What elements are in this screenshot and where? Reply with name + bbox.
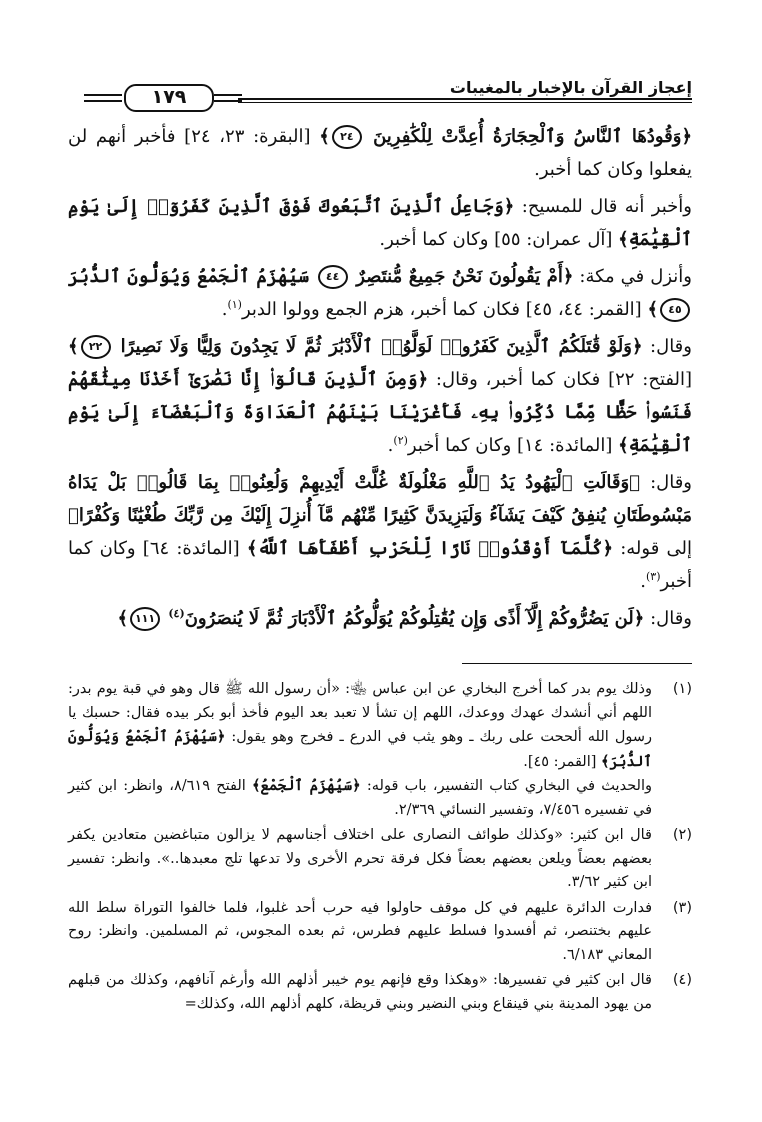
footnote-body: فدارت الدائرة عليهم في كل موقف حاولوا فيه حرب أحد غلبوا، فلما خالفوا التوراة سلط الله عليهم بختنصر، ثم أفسدوا فسلط عليهم فطرس، ثم بعده المجوس، ثم المسلمين. وانظر: روح المعاني ٦/١٨٣. bbox=[68, 899, 652, 963]
body-text: وقال: bbox=[650, 472, 692, 493]
quran-text: وَقَالَتِ ٱلْيَهُودُ يَدُ ٱللَّهِ مَغْلُولَةٌ غُلَّتْ أَيْدِيهِمْ وَلُعِنُوا۟ بِمَا قَالُوا۟ بَلْ يَدَاهُ مَبْسُوطَتَانِ يُنفِقُ كَيْفَ يَشَآءُ وَلَيَزِيدَنَّ كَثِيرًا مِّنْهُم مَّآ أُنزِلَ إِلَيْكَ مِن رَّبِّكَ طُغْيَٰنًا وَكُفْرًا bbox=[68, 472, 692, 526]
footnote-4 bbox=[68, 969, 692, 1016]
quran-verse: ﴿وَلَوْ قَٰتَلَكُمُ ٱلَّذِينَ كَفَرُوا۟ لَوَلَّوُا۟ ٱلْأَدْبَٰرَ ثُمَّ لَا يَجِدُونَ وَلِيًّا وَلَا نَصِيرًا ٢٢﴾ bbox=[68, 336, 643, 357]
quran-text: سَيُهْزَمُ ٱلْجَمْعُ وَيُوَلُّونَ ٱلدُّبُرَ bbox=[68, 728, 652, 770]
footnote-3 bbox=[68, 897, 692, 968]
footnote-ref[interactable]: (٤) bbox=[168, 607, 185, 620]
ayah-number: ١١١ bbox=[130, 607, 160, 631]
body-text: وأخبر أنه قال للمسيح: bbox=[521, 196, 692, 217]
footnote-paragraph bbox=[68, 678, 652, 774]
quran-text: وَقُودُهَا ٱلنَّاسُ وَٱلْحِجَارَةُ أُعِدَّتْ لِلْكَٰفِرِينَ bbox=[373, 126, 682, 147]
body-text: إلى قوله: bbox=[620, 538, 692, 559]
paragraph-1 bbox=[68, 120, 692, 186]
quran-verse: ﴿وَقَالَتِ ٱلْيَهُودُ يَدُ ٱللَّهِ مَغْلُولَةٌ غُلَّتْ أَيْدِيهِمْ وَلُعِنُوا۟ بِمَا قَالُوا۟ بَلْ يَدَاهُ مَبْسُوطَتَانِ يُنفِقُ كَيْفَ يَشَآءُ وَلَيَزِيدَنَّ كَثِيرًا مِّنْهُم مَّآ أُنزِلَ إِلَيْكَ مِن رَّبِّكَ طُغْيَٰنًا وَكُفْرًا﴾ bbox=[68, 472, 692, 526]
quran-text: سَيُهْزَمُ ٱلْجَمْعُ وَيُوَلُّونَ ٱلدُّبُرَ bbox=[68, 266, 310, 287]
footnote-1 bbox=[68, 678, 692, 822]
quran-text: سَيُهْزَمُ ٱلْجَمْعُ bbox=[260, 777, 353, 794]
footnote-divider bbox=[462, 663, 692, 664]
footnote-body: قال ابن كثير في تفسيرها: «وهكذا وقع فإنهم يوم خيبر أذلهم الله وأرغم آنافهم، وكذلك من قبلهم من يهود المدينة بني قينقاع وبني النضير وبني قريظة، كلهم أذلهم الله، وكذلك= bbox=[68, 972, 652, 1012]
ornament-lines-right bbox=[214, 94, 242, 102]
quran-text: لَن يَضُرُّوكُمْ إِلَّآ أَذًى وَإِن يُقَٰتِلُوكُمْ يُوَلُّوكُمُ ٱلْأَدْبَارَ ثُمَّ لَا يُنصَرُونَ bbox=[184, 608, 634, 629]
footnote-text: والحديث في البخاري كتاب التفسير، باب قوله: bbox=[366, 778, 652, 794]
body-text: [المائدة: ١٤] وكان كما أخبر bbox=[407, 435, 613, 456]
body-text: [آل عمران: ٥٥] وكان كما أخبر. bbox=[379, 229, 613, 250]
quran-verse: ﴿وَقُودُهَا ٱلنَّاسُ وَٱلْحِجَارَةُ أُعِدَّتْ لِلْكَٰفِرِينَ ٢٤﴾ bbox=[319, 126, 692, 147]
paragraph-5: وقال: ﴿وَقَالَتِ ٱلْيَهُودُ يَدُ ٱللَّهِ مَغْلُولَةٌ غُلَّتْ أَيْدِيهِمْ وَلُعِنُوا۟ بِمَا قَالُوا۟ بَلْ يَدَاهُ مَبْسُوطَتَانِ يُنفِقُ كَيْفَ يَشَآءُ وَلَيَزِيدَنَّ كَثِيرًا مِّنْهُم مَّآ أُنزِلَ إِلَيْكَ مِن رَّبِّكَ طُغْيَٰنًا وَكُفْرًا﴾ إلى قوله: ﴿كُلَّمَآ أَوْقَدُوا۟ نَارًا لِّلْحَرْبِ أَطْفَأَهَا ٱللَّهُ﴾ [المائدة: ٦٤] وكان كما أخبر$^{(٣)}$. bbox=[68, 472, 692, 592]
quran-text: كُلَّمَآ أَوْقَدُوا۟ نَارًا لِّلْحَرْبِ أَطْفَأَهَا ٱللَّهُ bbox=[257, 538, 603, 559]
footnote-ref[interactable]: (٣) bbox=[645, 570, 661, 583]
quran-text: وَمِنَ ٱلَّذِينَ قَالُوٓا۟ إِنَّا نَصَٰرَىٰٓ أَخَذْنَا مِيثَٰقَهُمْ فَنَسُوا۟ حَظًّا مِّمَّا ذُكِّرُوا۟ بِهِۦ فَأَغْرَيْنَا بَيْنَهُمُ ٱلْعَدَاوَةَ وَٱلْبَغْضَآءَ إِلَىٰ يَوْمِ ٱلْقِيَٰمَةِ bbox=[68, 369, 692, 456]
body-text: [البقرة: ٢٣، ٢٤] فأخبر أنهم لن يفعلوا وكان كما أخبر. bbox=[68, 126, 692, 180]
quran-text: أَمْ يَقُولُونَ نَحْنُ جَمِيعٌ مُّنتَصِرٌ bbox=[356, 266, 563, 287]
quran-text: وَجَاعِلُ ٱلَّذِينَ ٱتَّبَعُوكَ فَوْقَ ٱلَّذِينَ كَفَرُوٓا۟ إِلَىٰ يَوْمِ ٱلْقِيَٰمَةِ bbox=[68, 196, 692, 250]
quran-text: وَلَوْ قَٰتَلَكُمُ ٱلَّذِينَ كَفَرُوا۟ لَوَلَّوُا۟ ٱلْأَدْبَٰرَ ثُمَّ لَا يَجِدُونَ وَلِيًّا وَلَا نَصِيرًا bbox=[120, 336, 632, 357]
body-text: وقال: bbox=[650, 608, 692, 629]
quran-verse: ﴿أَمْ يَقُولُونَ نَحْنُ جَمِيعٌ مُّنتَصِرٌ ٤٤ سَيُهْزَمُ ٱلْجَمْعُ وَيُوَلُّونَ ٱلدُّبُرَ ٤٥﴾ bbox=[68, 266, 692, 320]
body-text: [الفتح: ٢٢] فكان كما أخبر، وقال: bbox=[435, 369, 692, 390]
ayah-number: ٢٢ bbox=[81, 335, 111, 359]
quran-verse: ﴿وَجَاعِلُ ٱلَّذِينَ ٱتَّبَعُوكَ فَوْقَ ٱلَّذِينَ كَفَرُوٓا۟ إِلَىٰ يَوْمِ ٱلْقِيَٰمَةِ﴾ bbox=[68, 196, 692, 250]
header-title: إعجاز القرآن بالإخبار بالمغيبات bbox=[449, 78, 692, 97]
footnote-body: قال ابن كثير: «وكذلك طوائف النصارى على اختلاف أجناسهم لا يزالون متباغضين متعادين يكفر بعضهم بعضاً ويلعن بعضهم بعضاً فكل فرقة تحرم الأخرى ولا تدعها تلج معبدها..». وانظر: تفسير ابن كثير ٣/٦٢. bbox=[68, 827, 652, 890]
footnote-number: (٢) bbox=[672, 827, 692, 843]
paragraph-2 bbox=[68, 190, 692, 256]
quran-verse: ﴿وَمِنَ ٱلَّذِينَ قَالُوٓا۟ إِنَّا نَصَٰرَىٰٓ أَخَذْنَا مِيثَٰقَهُمْ فَنَسُوا۟ حَظًّا مِّمَّا ذُكِّرُوا۟ بِهِۦ فَأَغْرَيْنَا بَيْنَهُمُ ٱلْعَدَاوَةَ وَٱلْبَغْضَآءَ إِلَىٰ يَوْمِ ٱلْقِيَٰمَةِ﴾ bbox=[68, 369, 692, 456]
footnote-number: (١) bbox=[672, 681, 692, 697]
footnote-ref[interactable]: (١) bbox=[227, 298, 242, 311]
running-header bbox=[78, 72, 692, 112]
paragraph-3: وأنزل في مكة: ﴿أَمْ يَقُولُونَ نَحْنُ جَمِيعٌ مُّنتَصِرٌ ٤٤ سَيُهْزَمُ ٱلْجَمْعُ وَيُوَلُّونَ ٱلدُّبُرَ ٤٥﴾ [القمر: ٤٤، ٤٥] فكان كما أخبر، هزم الجمع وولوا الدبر$^{(١)}$. bbox=[68, 266, 692, 320]
footnote-number: (٤) bbox=[672, 972, 692, 988]
body-text: [المائدة: ٦٤] وكان كما أخبر bbox=[68, 538, 692, 592]
page-number: ١٧٩ bbox=[124, 84, 214, 112]
body-text: وأنزل في مكة: bbox=[579, 266, 692, 287]
footnote-number: (٣) bbox=[672, 899, 692, 916]
body-text: [القمر: ٤٤، ٤٥] فكان كما أخبر، هزم الجمع وولوا الدبر bbox=[241, 299, 642, 320]
paragraph-4: وقال: ﴿وَلَوْ قَٰتَلَكُمُ ٱلَّذِينَ كَفَرُوا۟ لَوَلَّوُا۟ ٱلْأَدْبَٰرَ ثُمَّ لَا يَجِدُونَ وَلِيًّا وَلَا نَصِيرًا ٢٢﴾ [الفتح: ٢٢] فكان كما أخبر، وقال: ﴿وَمِنَ ٱلَّذِينَ قَالُوٓا۟ إِنَّا نَصَٰرَىٰٓ أَخَذْنَا مِيثَٰقَهُمْ فَنَسُوا۟ حَظًّا مِّمَّا ذُكِّرُوا۟ بِهِۦ فَأَغْرَيْنَا بَيْنَهُمُ ٱلْعَدَاوَةَ وَٱلْبَغْضَآءَ إِلَىٰ يَوْمِ ٱلْقِيَٰمَةِ﴾ [المائدة: ١٤] وكان كما أخبر$^{(٢)}$. bbox=[68, 336, 692, 456]
ornament-lines-left bbox=[84, 94, 122, 102]
footnote-paragraph bbox=[68, 774, 652, 822]
quran-verse: ﴿كُلَّمَآ أَوْقَدُوا۟ نَارًا لِّلْحَرْبِ أَطْفَأَهَا ٱللَّهُ﴾ bbox=[246, 538, 614, 559]
quran-verse: ﴿سَيُهْزَمُ ٱلْجَمْعُ وَيُوَلُّونَ ٱلدُّبُرَ﴾ bbox=[68, 728, 652, 770]
main-text bbox=[68, 120, 692, 639]
quran-verse: ﴿لَن يَضُرُّوكُمْ إِلَّآ أَذًى وَإِن يُقَٰتِلُوكُمْ يُوَلُّوكُمُ ٱلْأَدْبَارَ ثُمَّ لَا يُنصَرُونَ$^{(٤)}$ ١١١﴾ bbox=[117, 607, 645, 629]
header-rule bbox=[238, 98, 692, 103]
paragraph-6 bbox=[68, 602, 692, 635]
quran-verse: ﴿سَيُهْزَمُ ٱلْجَمْعُ﴾ bbox=[252, 777, 361, 794]
page-number-ornament bbox=[84, 86, 264, 110]
footnote-text: الفتح ٨/٦١٩، وانظر: ابن كثير في تفسيره ٧/٤٥٦، وتفسير النسائي ٢/٣٦٩. bbox=[68, 778, 652, 818]
body-text: وقال: bbox=[650, 336, 692, 357]
footnote-body bbox=[68, 678, 652, 822]
ayah-number: ٢٤ bbox=[332, 125, 362, 149]
footnote-ref[interactable]: (٢) bbox=[393, 434, 408, 447]
footnote-text: [القمر: ٤٥]. bbox=[523, 753, 597, 770]
ayah-number: ٤٤ bbox=[318, 265, 348, 289]
ayah-number: ٤٥ bbox=[660, 298, 690, 322]
footnote-2 bbox=[68, 824, 692, 895]
footnote-text: وذلك يوم بدر كما أخرج البخاري عن ابن عباس ﵄: «أن رسول الله ﷺ قال وهو في قبة يوم بدر: اللهم أني أنشدك عهدك ووعدك، اللهم إن تشأ لا تعبد بعد اليوم فأخذ أبو بكر بيده فقال: حسبك يا رسول الله ألححت على ربك ـ وهو يثب في الدرع ـ فخرج وهو يقول: bbox=[68, 681, 652, 745]
footnotes bbox=[68, 678, 692, 1018]
